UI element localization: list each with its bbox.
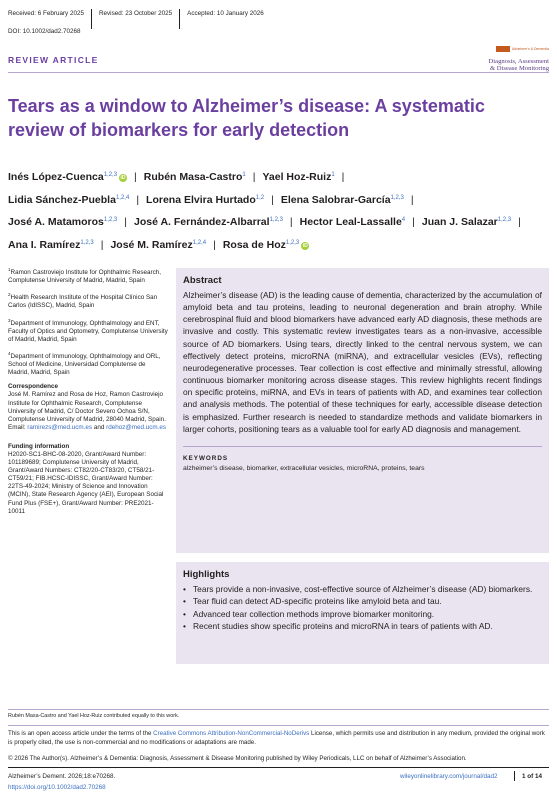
author-separator: | [271, 193, 274, 206]
author-name[interactable] [110, 239, 206, 251]
author-name-text: José M. Ramírez [110, 238, 193, 251]
author-affiliation-ref[interactable]: 1,2,3 [269, 217, 283, 223]
author-affiliation-ref[interactable]: 1,2,3 [103, 172, 118, 178]
affiliation-item [8, 350, 168, 377]
author-separator: | [134, 171, 137, 183]
author-name-text: Rubén Masa-Castro [143, 171, 243, 183]
logo-line-1: Diagnosis, Assessment [488, 58, 549, 65]
affiliation-number: 2 [8, 292, 11, 298]
author-separator: | [136, 193, 140, 206]
side-column [8, 266, 168, 516]
affiliation-item [8, 317, 168, 344]
footer-separator [514, 771, 515, 781]
author-separator: | [252, 171, 256, 183]
author-affiliation-ref[interactable]: 1,2,3 [390, 194, 404, 201]
author-affiliation-ref[interactable]: 1,2,3 [497, 217, 512, 223]
footer-divider [8, 767, 549, 768]
author-name-text: Lidia Sánchez-Puebla [8, 193, 116, 206]
author-name[interactable] [144, 171, 246, 183]
article-doi[interactable]: DOI: 10.1002/dad2.70268 [8, 28, 81, 35]
orcid-icon[interactable]: iD [302, 242, 308, 249]
author-name-text: Rosa de Hoz [222, 238, 286, 251]
author-name[interactable] [422, 216, 511, 228]
author-name-text: Juan J. Salazar [421, 216, 498, 228]
affiliation-text: Department of Immunology, Ophthalmology and ORL, School of Medicine, Universidad Complutense de Madrid, Madrid, Spain [8, 353, 161, 377]
footnote-divider [8, 709, 549, 710]
license-text [8, 730, 549, 748]
highlight-item: • Tears provide a non-invasive, cost-effective source of Alzheimer’s disease (AD) biomarkers. [183, 583, 542, 595]
article-dates-bar [8, 9, 549, 29]
author-affiliation-ref[interactable]: 1,2,4 [115, 194, 130, 201]
affiliation-text: Health Research Institute of the Hospital Clínico San Carlos (IdISSC), Madrid, Spain [8, 294, 158, 310]
citation: Alzheimer’s Dement. 2026;18:e70268. [8, 773, 116, 780]
logo-line-2: & Disease Monitoring [490, 65, 549, 73]
affiliation-number: 4 [8, 350, 11, 356]
abstract-box [176, 268, 549, 553]
author-separator: | [100, 238, 104, 251]
contribution-note: Rubén Masa-Castro and Yael Hoz-Ruiz contributed equally to this work. [8, 713, 180, 719]
journal-logo [467, 40, 549, 72]
license-pre: This is an open access article under the terms of the [8, 730, 152, 737]
author-name[interactable] [8, 239, 94, 251]
author-affiliation-ref[interactable]: 1 [331, 172, 335, 178]
copyright-text: © 2026 The Author(s). Alzheimer’s & Dementia: Diagnosis, Assessment & Disease Monitoring published by Wiley Periodicals, LLC on behalf of Alzheimer’s Association. [8, 755, 467, 762]
affiliation-number: 3 [8, 317, 11, 323]
keywords-heading: KEYWORDS [183, 454, 229, 462]
highlight-item: • Tear fluid can detect AD-specific proteins like amyloid beta and tau. [183, 595, 542, 607]
affiliation-text: Ramon Castroviejo Institute for Ophthalmic Research, Complutense University of Madrid, Madrid, Spain [8, 269, 162, 285]
author-name[interactable] [8, 216, 117, 228]
logo-mark-icon [496, 46, 510, 52]
affiliation-number: 1 [8, 267, 11, 272]
citation-doi-link[interactable]: https://doi.org/10.1002/dad2.70268 [8, 784, 106, 791]
author-name[interactable] [223, 239, 309, 251]
author-separator: | [213, 238, 216, 251]
author-list [8, 165, 549, 255]
abstract-text: Alzheimer’s disease (AD) is the leading cause of dementia, characterized by the accumulation of amyloid beta and tau proteins, leading to neuronal degeneration and brain atrophy. While cerebrospinal fluid and blood biomarkers have advanced early AD diagnosis, these methods are invasive and costly. This systematic review investigates tears as a non-invasive, accessible source of AD biomarkers. Using tears, directly linked to the central nervous system, we can effectively detect proteins, microRNA (miRNA), and extracellular vesicles (EVs), reflecting neurodegenerative processes. Tear collection is cost effective and minimally stressful, allowing continuous biomarker monitoring across disease stages. This review highlights recent findings on specific proteins, miRNA, and EVs in tears of patients with AD, and examines tear collection and analysis methods. The potential of these techniques for early, accessible disease detection is emphasized. Further research is needed to standardize methods and validate biomarkers in larger cohorts, positioning tears as a valuable tool for early AD diagnosis and management. [183, 290, 542, 434]
highlight-item: • Advanced tear collection methods improve biomarker monitoring. [183, 608, 542, 620]
keywords-text: alzheimer’s disease, biomarker, extracellular vesicles, microRNA, proteins, tears [183, 464, 425, 472]
email-link-2[interactable]: rdehoz@med.ucm.es [106, 423, 167, 431]
received-date: Received: 6 February 2025 [8, 9, 92, 29]
license-post: License, which permits use and distribution in any medium, provided the original work is properly cited, the use is non-commercial and no modifications or adaptations are made. [8, 730, 545, 746]
orcid-icon[interactable]: iD [120, 175, 126, 181]
header-divider [8, 72, 549, 73]
highlights-box [176, 562, 549, 664]
author-name-text: Yael Hoz-Ruiz [262, 171, 332, 183]
journal-url-link[interactable]: wileyonlinelibrary.com/journal/dad2 [400, 773, 498, 780]
keywords-divider [183, 446, 542, 447]
email-link-1[interactable]: ramirezs@med.ucm.es [27, 423, 93, 431]
affiliation-list [8, 266, 168, 377]
page-number: 1 of 14 [522, 773, 542, 780]
affiliation-item [8, 266, 168, 285]
author-name[interactable] [146, 194, 264, 206]
affiliation-item [8, 291, 168, 310]
author-name[interactable] [300, 216, 405, 228]
author-separator: | [124, 216, 127, 228]
correspondence-text: José M. Ramírez and Rosa de Hoz, Ramon Castroviejo Institute for Ophthalmic Research, Complutense University of Madrid, C/ Doctor Severo Ochoa S/N, Complutense University of Madrid, 28040 Madrid, Spain. [8, 391, 166, 423]
author-name-text: Hector Leal-Lassalle [299, 216, 402, 228]
author-name-text: Elena Salobrar-García [280, 193, 391, 206]
abstract-heading: Abstract [183, 275, 222, 286]
author-separator: | [412, 216, 415, 228]
author-affiliation-ref[interactable]: 4 [401, 217, 406, 223]
funding-text: H2020-SC1-BHC-08-2020, Grant/Award Number: 101189689; Complutense University of Madrid, Grant/Award Numbers: CT82/20-CT83/20, CT58/21-CT59/21; FIB.HCSC-IDISSC, Grant/Award Number: 22TS-49-2024; Ministry of Science and Innovation (MCIN), State Research Agency (AEI), European Social Fund Plus (FSE+), Grant/Award Number: PRE2021-10011 [8, 450, 164, 515]
author-name-text: José A. Fernández-Albarral [133, 216, 270, 228]
author-name[interactable] [262, 171, 334, 183]
author-affiliation-ref[interactable]: 1,2,3 [285, 239, 300, 246]
author-name-text: José A. Matamoros [8, 216, 104, 228]
email-and: and [93, 423, 105, 431]
affiliation-text: Department of Immunology, Ophthalmology and ENT, Faculty of Optics and Optometry, Complutense University of Madrid, Madrid, Spain [8, 319, 168, 343]
author-name[interactable] [8, 194, 129, 206]
highlights-list [183, 583, 542, 632]
logo-small-text: Alzheimer's & Dementia [511, 46, 549, 51]
correspondence-emails [8, 424, 168, 432]
author-separator: | [410, 193, 414, 206]
author-name[interactable] [281, 194, 404, 206]
author-affiliation-ref[interactable]: 1,2,4 [192, 239, 207, 246]
highlights-heading: Highlights [183, 569, 230, 580]
author-affiliation-ref[interactable]: 1,2,3 [80, 239, 94, 246]
author-affiliation-ref[interactable]: 1,2 [255, 194, 265, 201]
author-name[interactable] [8, 171, 127, 183]
correspondence-heading: Correspondence [8, 383, 59, 391]
revised-date: Revised: 23 October 2025 [92, 9, 180, 29]
author-separator: | [341, 171, 345, 183]
author-name-text: Lorena Elvira Hurtado [146, 193, 256, 206]
author-name-text: Ana I. Ramírez [8, 238, 81, 251]
article-title: Tears as a window to Alzheimer’s disease: A systematic review of biomarkers for early detection [8, 96, 485, 140]
author-affiliation-ref[interactable]: 1 [242, 172, 246, 178]
license-divider [8, 725, 549, 726]
license-link[interactable]: Creative Commons Attribution-NonCommercial-NoDerivs [153, 730, 310, 737]
highlight-item: • Recent studies show specific proteins and microRNA in tears of patients with AD. [183, 620, 542, 632]
article-type-label: REVIEW ARTICLE [8, 55, 99, 65]
author-name[interactable] [134, 216, 283, 228]
author-separator: | [518, 216, 521, 228]
accepted-date: Accepted: 10 January 2026 [187, 10, 264, 17]
email-label: Email: [8, 423, 26, 431]
author-name-text: Inés López-Cuenca [8, 171, 104, 183]
funding-heading: Funding information [8, 442, 70, 450]
author-affiliation-ref[interactable]: 1,2,3 [103, 217, 118, 223]
author-separator: | [289, 216, 293, 228]
